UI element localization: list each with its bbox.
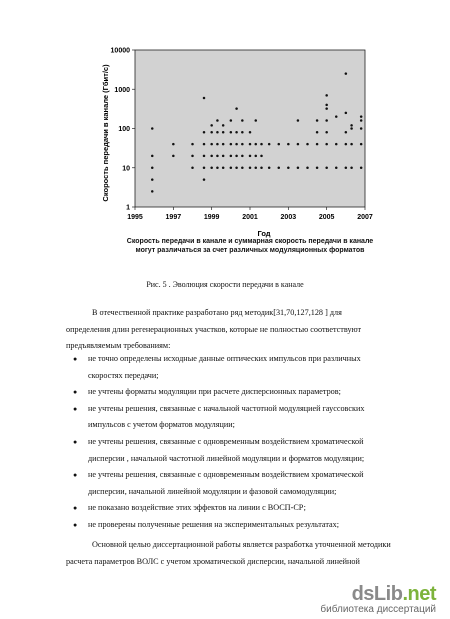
intro-paragraph [66, 305, 396, 355]
data-point [191, 155, 194, 158]
data-point [297, 167, 300, 170]
data-point [203, 131, 206, 134]
y-tick-label: 1000 [114, 86, 130, 94]
data-point [325, 94, 328, 97]
goal-line-1: Основной целью диссертационной работы является разработка уточненной методики [92, 540, 391, 549]
data-point [172, 155, 175, 158]
data-point [230, 155, 233, 158]
data-point [151, 190, 154, 193]
data-point [210, 131, 213, 134]
bullet-icon: ● [73, 504, 78, 513]
data-point [297, 143, 300, 146]
data-point [235, 131, 238, 134]
data-point [216, 131, 219, 134]
data-point [345, 167, 348, 170]
chart-caption-line-1: Скорость передачи в канале и суммарная скорость передачи в канале [126, 238, 374, 245]
x-tick-label: 2007 [357, 214, 373, 221]
watermark-logo: dsLib.net [351, 583, 436, 605]
data-point [216, 155, 219, 158]
data-point [203, 155, 206, 158]
bullet-icon: ● [73, 471, 78, 480]
data-point [297, 119, 300, 122]
data-point [249, 167, 252, 170]
goal-paragraph [66, 537, 396, 570]
list-item-text: не учтены решения, связанные с одновременным воздействием хроматической [88, 436, 364, 446]
x-tick-label: 2005 [318, 214, 335, 221]
data-point [350, 167, 353, 170]
y-tick-label: 1 [126, 204, 130, 212]
data-point [325, 143, 328, 146]
data-point [350, 143, 353, 146]
data-point [235, 155, 238, 158]
intro-line-2: определения длин регенерационных участков, которые не полностью соответствуют [66, 324, 362, 334]
data-point [360, 127, 363, 130]
y-tick-label: 100 [118, 126, 130, 133]
data-point [316, 119, 319, 122]
data-point [345, 72, 348, 75]
data-point [345, 143, 348, 146]
data-point [241, 143, 244, 146]
y-tick-label: 10000 [110, 47, 130, 55]
x-tick-label: 2001 [242, 214, 258, 221]
data-point [345, 131, 348, 134]
data-point [203, 143, 206, 146]
list-item-text: не учтены решения, связанные с начальной частотной модуляцией гауссовских [88, 403, 365, 413]
data-point [350, 127, 353, 130]
data-point [255, 167, 258, 170]
data-point [222, 167, 225, 170]
list-item-text: не учтены форматы модуляции при расчете дисперсионных параметров; [88, 387, 341, 397]
list-item [66, 401, 396, 434]
data-point [210, 143, 213, 146]
list-item-text: не показано воздействие этих эффектов на линии с ВОСП-СР; [88, 503, 306, 513]
data-point [350, 124, 353, 127]
data-point [249, 131, 252, 134]
bullet-icon: ● [73, 404, 78, 413]
data-point [360, 143, 363, 146]
data-point [210, 124, 213, 127]
y-tick-label: 10 [122, 165, 130, 173]
data-point [151, 155, 154, 158]
x-axis-label: Год [257, 229, 271, 238]
x-tick-label: 1995 [127, 214, 143, 221]
data-point [255, 119, 258, 122]
requirements-list [66, 351, 396, 534]
transmission-rate-chart [95, 38, 395, 266]
data-point [222, 131, 225, 134]
data-point [335, 115, 338, 118]
data-point [241, 119, 244, 122]
list-item-text: импульсов с учетом форматов модуляции; [88, 420, 235, 430]
data-point [216, 119, 219, 122]
data-point [260, 167, 263, 170]
data-point [191, 167, 194, 170]
data-point [249, 143, 252, 146]
list-item [66, 500, 396, 517]
list-item [66, 467, 396, 500]
data-point [235, 143, 238, 146]
data-point [249, 155, 252, 158]
list-item-text: не учтены решения, связанные с одновременным воздействием хроматической [88, 470, 364, 480]
intro-line-3: предъявляемым требованиям: [66, 341, 171, 351]
site-watermark[interactable] [320, 583, 436, 615]
data-point [268, 143, 271, 146]
data-point [222, 155, 225, 158]
data-point [151, 127, 154, 130]
data-point [345, 112, 348, 115]
list-item-text: не точно определены исходные данные оптических импульсов при различных [88, 354, 361, 363]
data-point [325, 107, 328, 110]
data-point [203, 167, 206, 170]
data-point [335, 143, 338, 146]
data-point [151, 178, 154, 181]
goal-line-2: расчета параметров ВОЛС с учетом хроматической дисперсии, начальной линейной [66, 556, 360, 566]
y-axis-label: Скорость передачи в канале (Гбит/с) [101, 64, 110, 202]
data-point [216, 167, 219, 170]
data-point [172, 143, 175, 146]
data-point [216, 143, 219, 146]
data-point [287, 167, 290, 170]
data-point [255, 143, 258, 146]
data-point [306, 167, 309, 170]
data-point [278, 167, 281, 170]
data-point [360, 119, 363, 122]
data-point [235, 167, 238, 170]
x-tick-label: 1999 [203, 214, 220, 221]
data-point [235, 107, 238, 110]
list-item [66, 517, 396, 534]
data-point [255, 155, 258, 158]
data-point [360, 115, 363, 118]
data-point [278, 143, 281, 146]
list-item [66, 434, 396, 467]
data-point [210, 155, 213, 158]
x-tick-label: 2003 [280, 214, 297, 221]
watermark-subtitle: библиотека диссертаций [320, 604, 436, 615]
list-item-text: скоростях передачи; [88, 370, 159, 380]
data-point [287, 143, 290, 146]
data-point [203, 178, 206, 181]
data-point [222, 124, 225, 127]
list-item [66, 384, 396, 401]
data-point [151, 167, 154, 170]
data-point [325, 104, 328, 107]
data-point [241, 131, 244, 134]
data-point [325, 131, 328, 134]
bullet-icon: ● [73, 520, 78, 529]
data-point [241, 155, 244, 158]
data-point [241, 167, 244, 170]
data-point [191, 143, 194, 146]
data-point [210, 167, 213, 170]
data-point [268, 167, 271, 170]
data-point [306, 143, 309, 146]
data-point [260, 155, 263, 158]
data-point [230, 167, 233, 170]
data-point [325, 119, 328, 122]
data-point [316, 143, 319, 146]
data-point [260, 143, 263, 146]
list-item-text: дисперсии, начальной линейной модуляции и фазовой самомодуляции; [88, 486, 337, 496]
list-item-text: не проверены полученные решения на экспериментальных результатах; [88, 519, 340, 529]
data-point [325, 167, 328, 170]
data-point [316, 131, 319, 134]
data-point [360, 167, 363, 170]
figure-caption: Рис. 5 . Эволюция скорости передачи в канале [146, 280, 304, 289]
list-item-text: дисперсии , начальной частотной линейной модуляции и форматов модуляции; [88, 453, 365, 463]
bullet-icon: ● [73, 388, 78, 397]
list-item [66, 351, 396, 384]
plot-area [135, 50, 365, 207]
bullet-icon: ● [73, 437, 78, 446]
data-point [316, 167, 319, 170]
data-point [335, 167, 338, 170]
x-tick-label: 1997 [165, 214, 182, 221]
bullet-icon: ● [73, 355, 78, 363]
data-point [230, 119, 233, 122]
data-point [230, 143, 233, 146]
data-point [222, 143, 225, 146]
intro-line-1: В отечественной практике разработано ряд методик[31,70,127,128 ] для [92, 308, 342, 317]
data-point [203, 97, 206, 100]
chart-caption-line-2: могут различаться за счет различных модуляционных форматов [135, 247, 365, 254]
data-point [230, 131, 233, 134]
